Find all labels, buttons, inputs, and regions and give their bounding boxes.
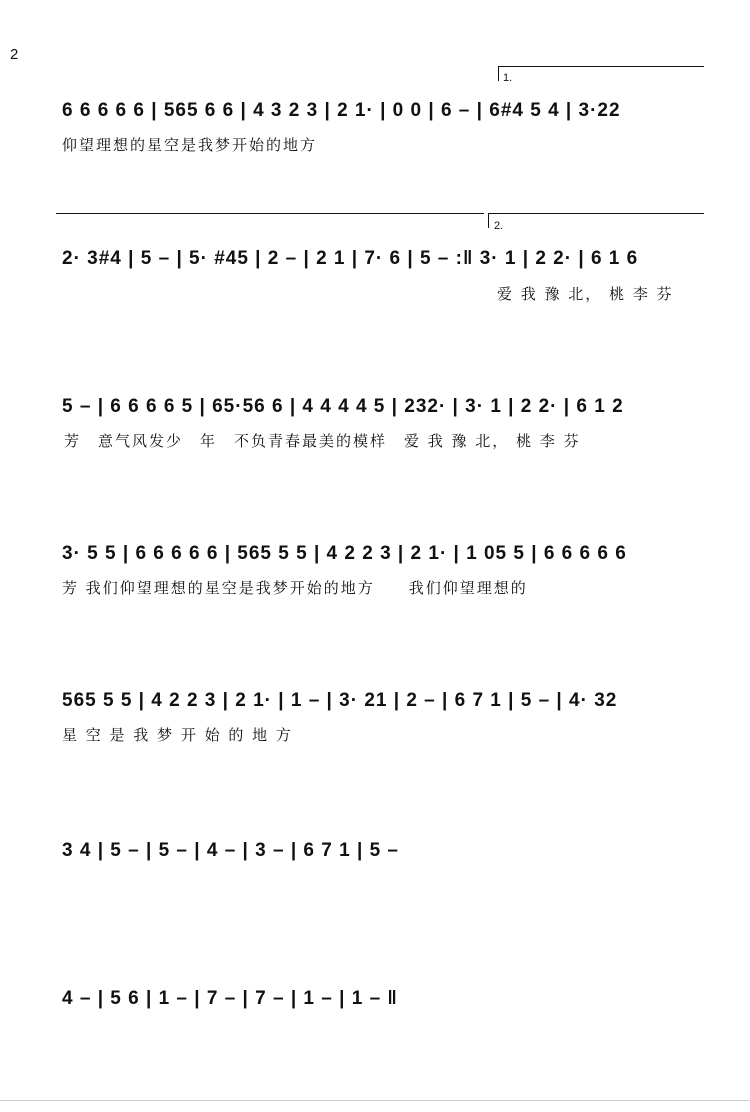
lyrics-line-4: 芳 我们仰望理想的星空是我梦开始的地方 我们仰望理想的 [62, 579, 528, 597]
notation-system-3: 5 – | 6 6 6 6 5 | 65·56 6 | 4 4 4 4 5 | 232· | 3· 1 | 2 2· | 6 1 2 [62, 396, 624, 417]
notation-system-2: 2· 3#4 | 5 – | 5· #45 | 2 – | 2 1 | 7· 6 | 5 – :‖ 3· 1 | 2 2· | 6 1 6 [62, 248, 639, 269]
volta-bracket-2 [488, 213, 704, 228]
notation-system-6: 3 4 | 5 – | 5 – | 4 – | 3 – | 6 7 1 | 5 – [62, 840, 399, 861]
notation-system-4: 3· 5 5 | 6 6 6 6 6 | 565 5 5 | 4 2 2 3 | 2 1· | 1 05 5 | 6 6 6 6 6 [62, 543, 627, 564]
lyrics-line-5: 星 空 是 我 梦 开 始 的 地 方 [62, 726, 293, 744]
lyrics-line-1: 仰望理想的星空是我梦开始的地方 [62, 136, 318, 154]
lyrics-line-3: 芳 意气风发少 年 不负青春最美的模样 爱 我 豫 北， 桃 李 芬 [64, 432, 581, 450]
bottom-divider [0, 1100, 750, 1101]
lyrics-line-2: 爱 我 豫 北， 桃 李 芬 [497, 285, 674, 303]
notation-system-1: 6 6 6 6 6 | 565 6 6 | 4 3 2 3 | 2 1· | 0 0 | 6 – | 6#4 5 4 | 3·22 [62, 100, 621, 121]
ending-line-top [56, 213, 484, 228]
volta-bracket-1 [498, 66, 704, 81]
volta-label-1: 1. [503, 72, 513, 84]
page-number: 2 [10, 46, 19, 63]
notation-system-7: 4 – | 5 6 | 1 – | 7 – | 7 – | 1 – | 1 – ‖ [62, 988, 398, 1009]
notation-system-5: 565 5 5 | 4 2 2 3 | 2 1· | 1 – | 3· 21 | 2 – | 6 7 1 | 5 – | 4· 32 [62, 690, 618, 711]
volta-label-2: 2. [494, 220, 504, 232]
